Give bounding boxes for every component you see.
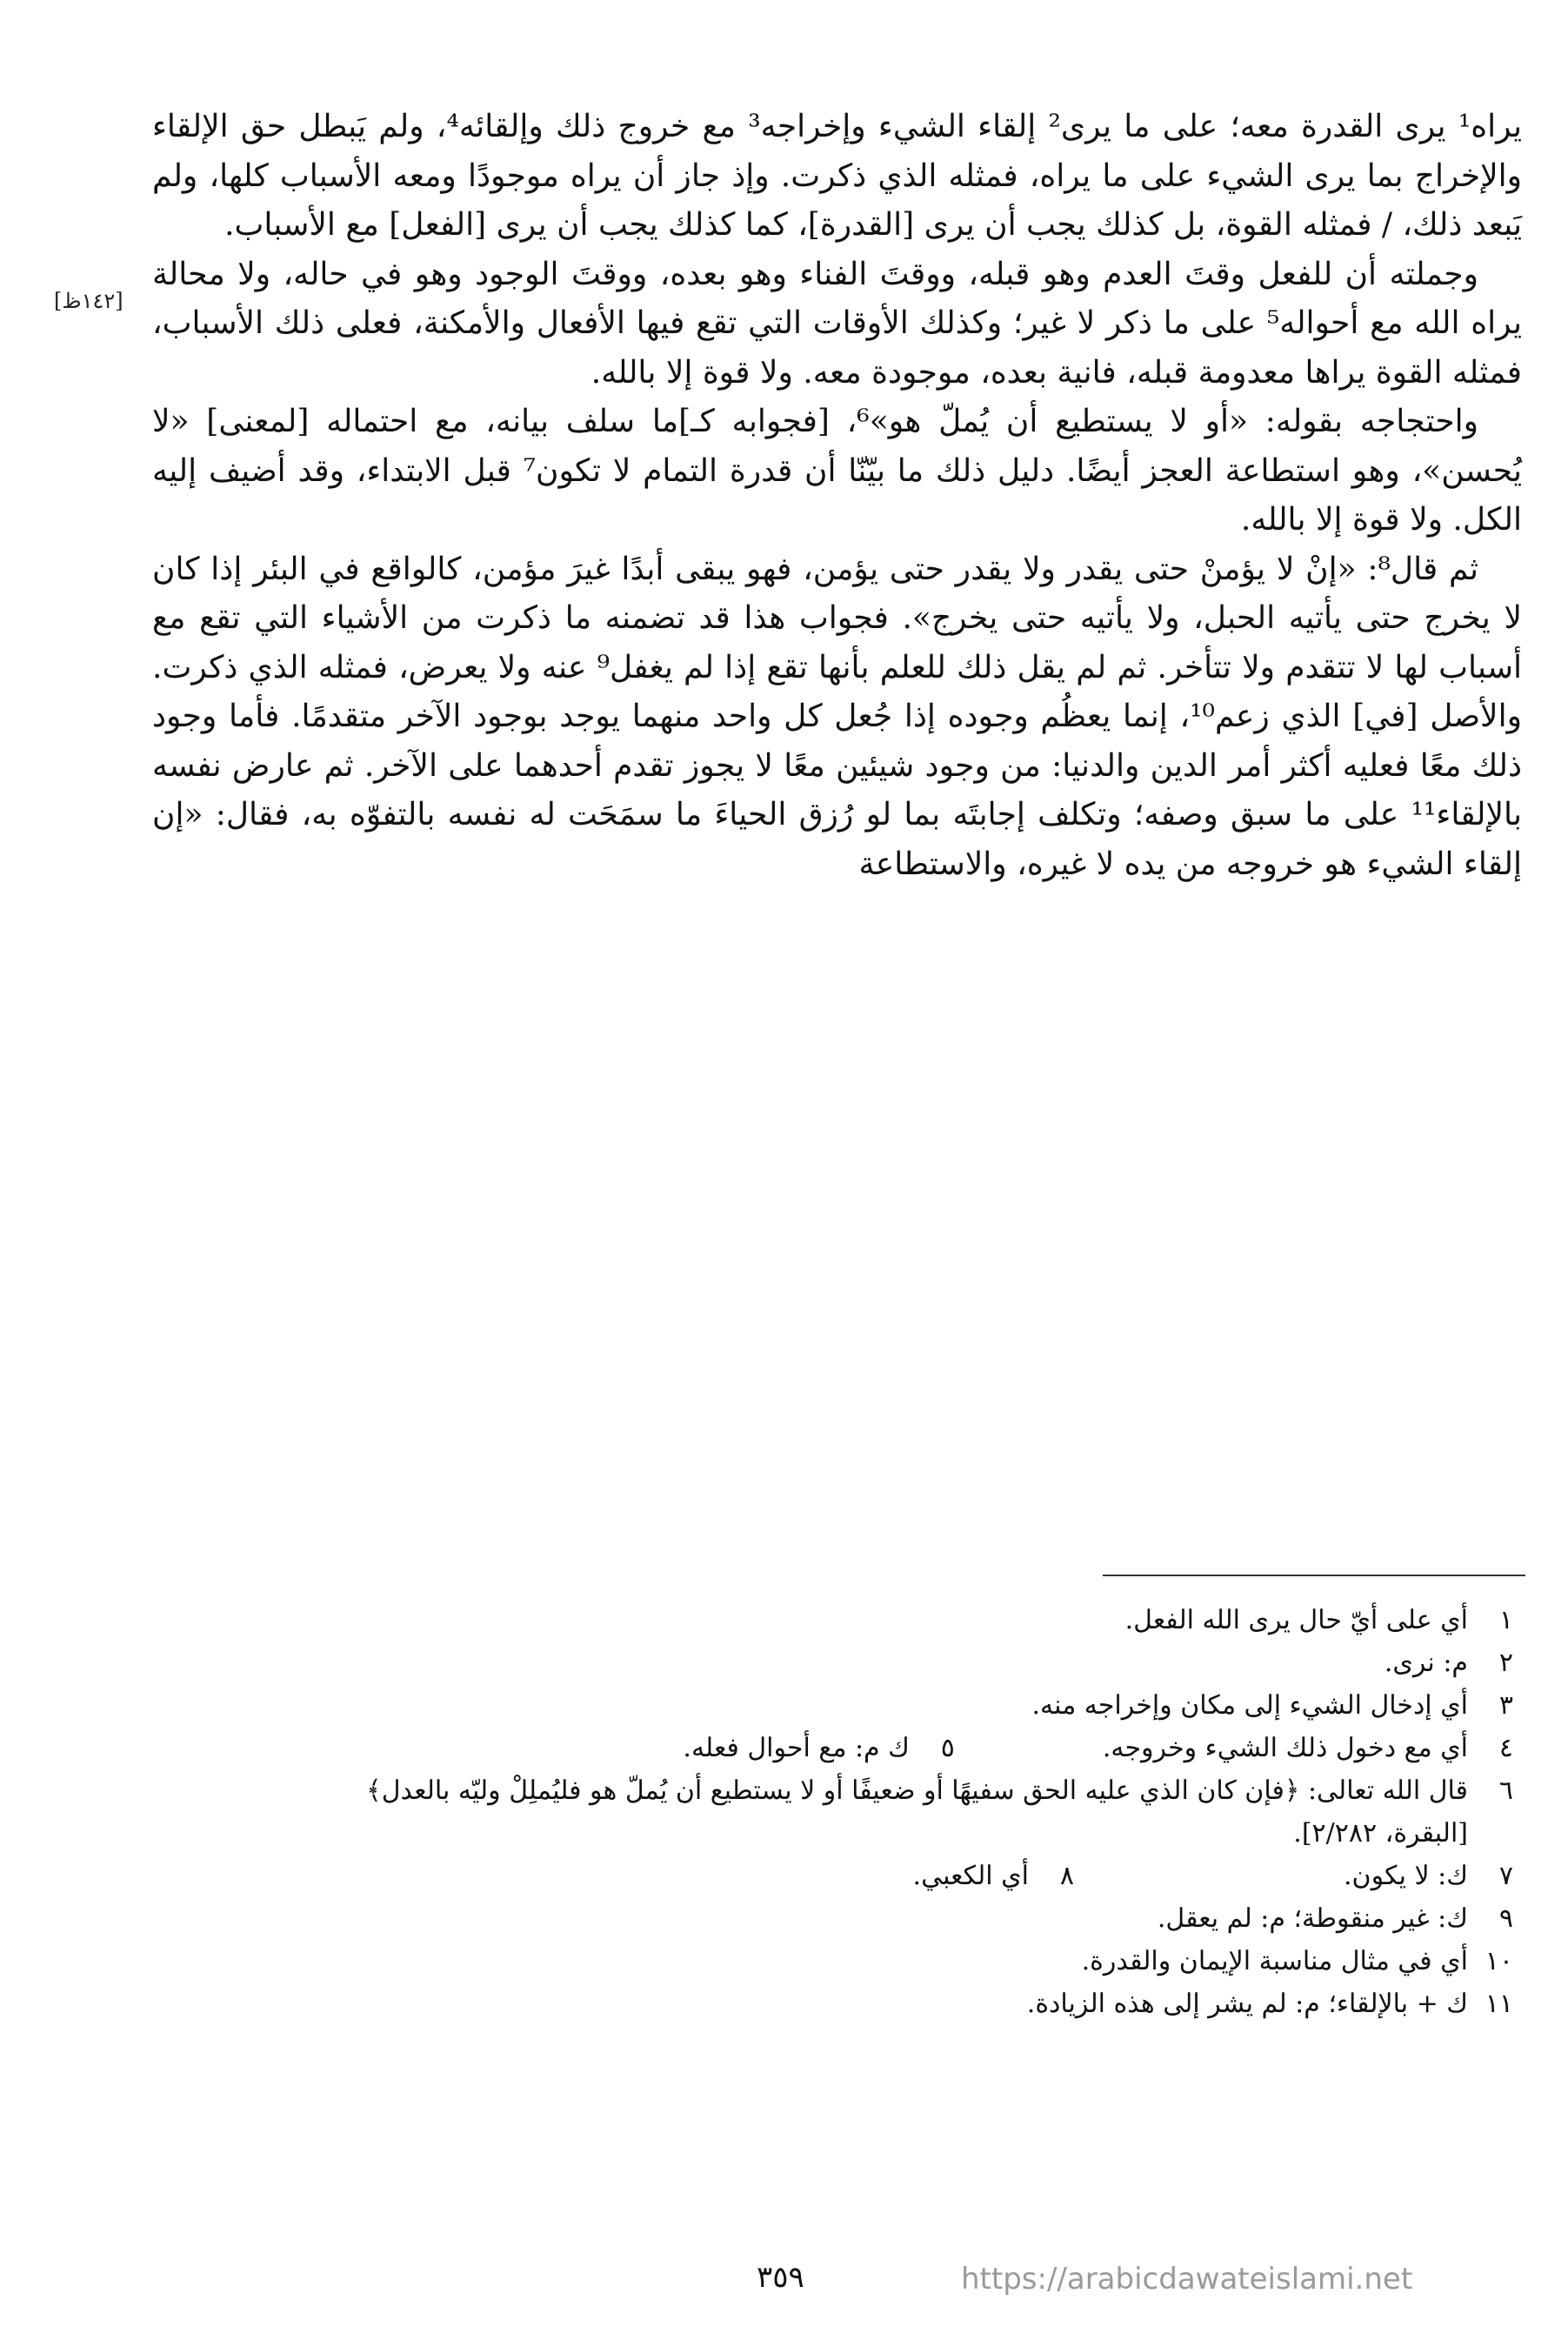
footnote-text: أي على أيّ حال يرى الله الفعل. <box>1124 1605 1468 1635</box>
footnote-text: ك م: مع أحوال فعله. <box>683 1733 910 1763</box>
footnote-9 <box>152 1897 1513 1940</box>
footnote-number: ١ <box>1498 1605 1513 1635</box>
paragraph-1: يراه¹ يرى القدرة معه؛ على ما يرى² إلقاء الشيء وإخراجه³ مع خروج ذلك وإلقائه⁴، ولم يَبطل حق الإلقاء والإخراج بما يرى الشيء على ما يراه، فمثله الذي ذكرت. وإذ جاز أن يراه موجودًا ومعه الأسباب كلها، ولم يَبعد ذلك، / فمثله القوة، بل كذلك يجب أن يرى [القدرة]، كما كذلك يجب أن يرى [الفعل] مع الأسباب. <box>152 109 1522 243</box>
footnote-divider <box>1103 1575 1525 1576</box>
footnote-number: ١١ <box>1485 1989 1513 2019</box>
footnote-text: ك: لا يكون. <box>1344 1861 1468 1891</box>
footnote-4-5 <box>152 1727 1513 1769</box>
footnote-number: ٤ <box>1498 1733 1513 1763</box>
footnote-text: أي في مثال مناسبة الإيمان والقدرة. <box>1081 1946 1468 1976</box>
footnote-3 <box>152 1684 1513 1727</box>
watermark-url: https://arabicdawateislami.net <box>961 2262 1413 2297</box>
footnote-number: ٩ <box>1498 1903 1513 1934</box>
margin-folio-note: [١٤٢ظ] <box>54 289 123 313</box>
footnote-number: ٥ <box>940 1733 955 1763</box>
footnote-text: ك + بالإلقاء؛ م: لم يشر إلى هذه الزيادة. <box>1026 1989 1468 2019</box>
paragraph-3: واحتجاجه بقوله: «أو لا يستطيع أن يُملّ هو»⁶، [فجوابه كـ]ما سلف بيانه، مع احتماله [لمعنى] «لا يُحسن»، وهو استطاعة العجز أيضًا. دليل ذلك ما بيّنّا أن قدرة التمام لا تكون⁷ قبل الابتداء، وقد أضيف إليه الكل. ولا قوة إلا بالله. <box>152 404 1522 538</box>
footnote-text: أي مع دخول ذلك الشيء وخروجه. <box>1102 1733 1468 1763</box>
footnote-2 <box>152 1642 1513 1684</box>
footnote-text: ك: غير منقوطة؛ م: لم يعقل. <box>1157 1903 1468 1934</box>
footnote-number: ١٠ <box>1485 1946 1513 1976</box>
footnote-number: ٦ <box>1498 1775 1513 1806</box>
footnote-10 <box>152 1940 1513 1983</box>
page-number: ٣٥٩ <box>757 2260 804 2295</box>
footnote-11 <box>152 1983 1513 2025</box>
paragraph-4: ثم قال⁸: «إنْ لا يؤمنْ حتى يقدر ولا يقدر حتى يؤمن، فهو يبقى أبدًا غيرَ مؤمن، كالواقع في البئر إذا كان لا يخرج حتى يأتيه الحبل، ولا يأتيه حتى يخرج». فجواب هذا قد تضمنه ما ذكرت من الأشياء التي تقع مع أسباب لها لا تتقدم ولا تتأخر. ثم لم يقل ذلك للعلم بأنها تقع إذا لم يغفل⁹ عنه ولا يعرض، فمثله الذي ذكرت. والأصل [في] الذي زعم¹⁰، إنما يعظُم وجوده إذا جُعل كل واحد منهما يوجد بوجود الآخر متقدمًا. فأما وجود ذلك معًا فعليه أكثر أمر الدين والدنيا: من وجود شيئين معًا لا يجوز تقدم أحدهما على الآخر. ثم عارض نفسه بالإلقاء¹¹ على ما سبق وصفه؛ وتكلف إجابتَه بما لو رُزق الحياءَ ما سمَحَت له نفسه بالتفوّه به، فقال: «إن إلقاء الشيء هو خروجه من يده لا غيره، والاستطاعة <box>152 551 1522 882</box>
footnote-number: ٧ <box>1498 1861 1513 1891</box>
footnotes <box>152 1599 1513 2025</box>
footnote-text: أي الكعبي. <box>912 1861 1029 1891</box>
footnote-number: ٨ <box>1059 1861 1074 1891</box>
body-text <box>152 103 1522 889</box>
footnote-text: قال الله تعالى: ﴿فإن كان الذي عليه الحق سفيهًا أو ضعيفًا أو لا يستطيع أن يُملّ هو فليُملِلْ وليّه بالعدل﴾ <box>366 1775 1468 1806</box>
footnote-number: ٣ <box>1498 1690 1513 1721</box>
footnote-text: م: نرى. <box>1384 1648 1468 1678</box>
footnote-6 <box>152 1769 1513 1812</box>
footnote-text: أي إدخال الشيء إلى مكان وإخراجه منه. <box>1031 1690 1468 1721</box>
paragraph-2: وجملته أن للفعل وقتَ العدم وهو قبله، ووقتَ الفناء وهو بعده، ووقتَ الوجود وهو في حاله، ولا محالة يراه الله مع أحواله⁵ على ما ذكر لا غير؛ وكذلك الأوقات التي تقع فيها الأفعال والأمكنة، فعلى ذلك الأسباب، فمثله القوة يراها معدومة قبله، فانية بعده، موجودة معه. ولا قوة إلا بالله. <box>152 256 1522 391</box>
footnote-number: ٢ <box>1498 1648 1513 1678</box>
footnote-7-8 <box>152 1855 1513 1897</box>
footnote-6-continuation: [البقرة، ٢/٢٨٢]. <box>1293 1818 1468 1849</box>
footnote-1 <box>152 1599 1513 1642</box>
